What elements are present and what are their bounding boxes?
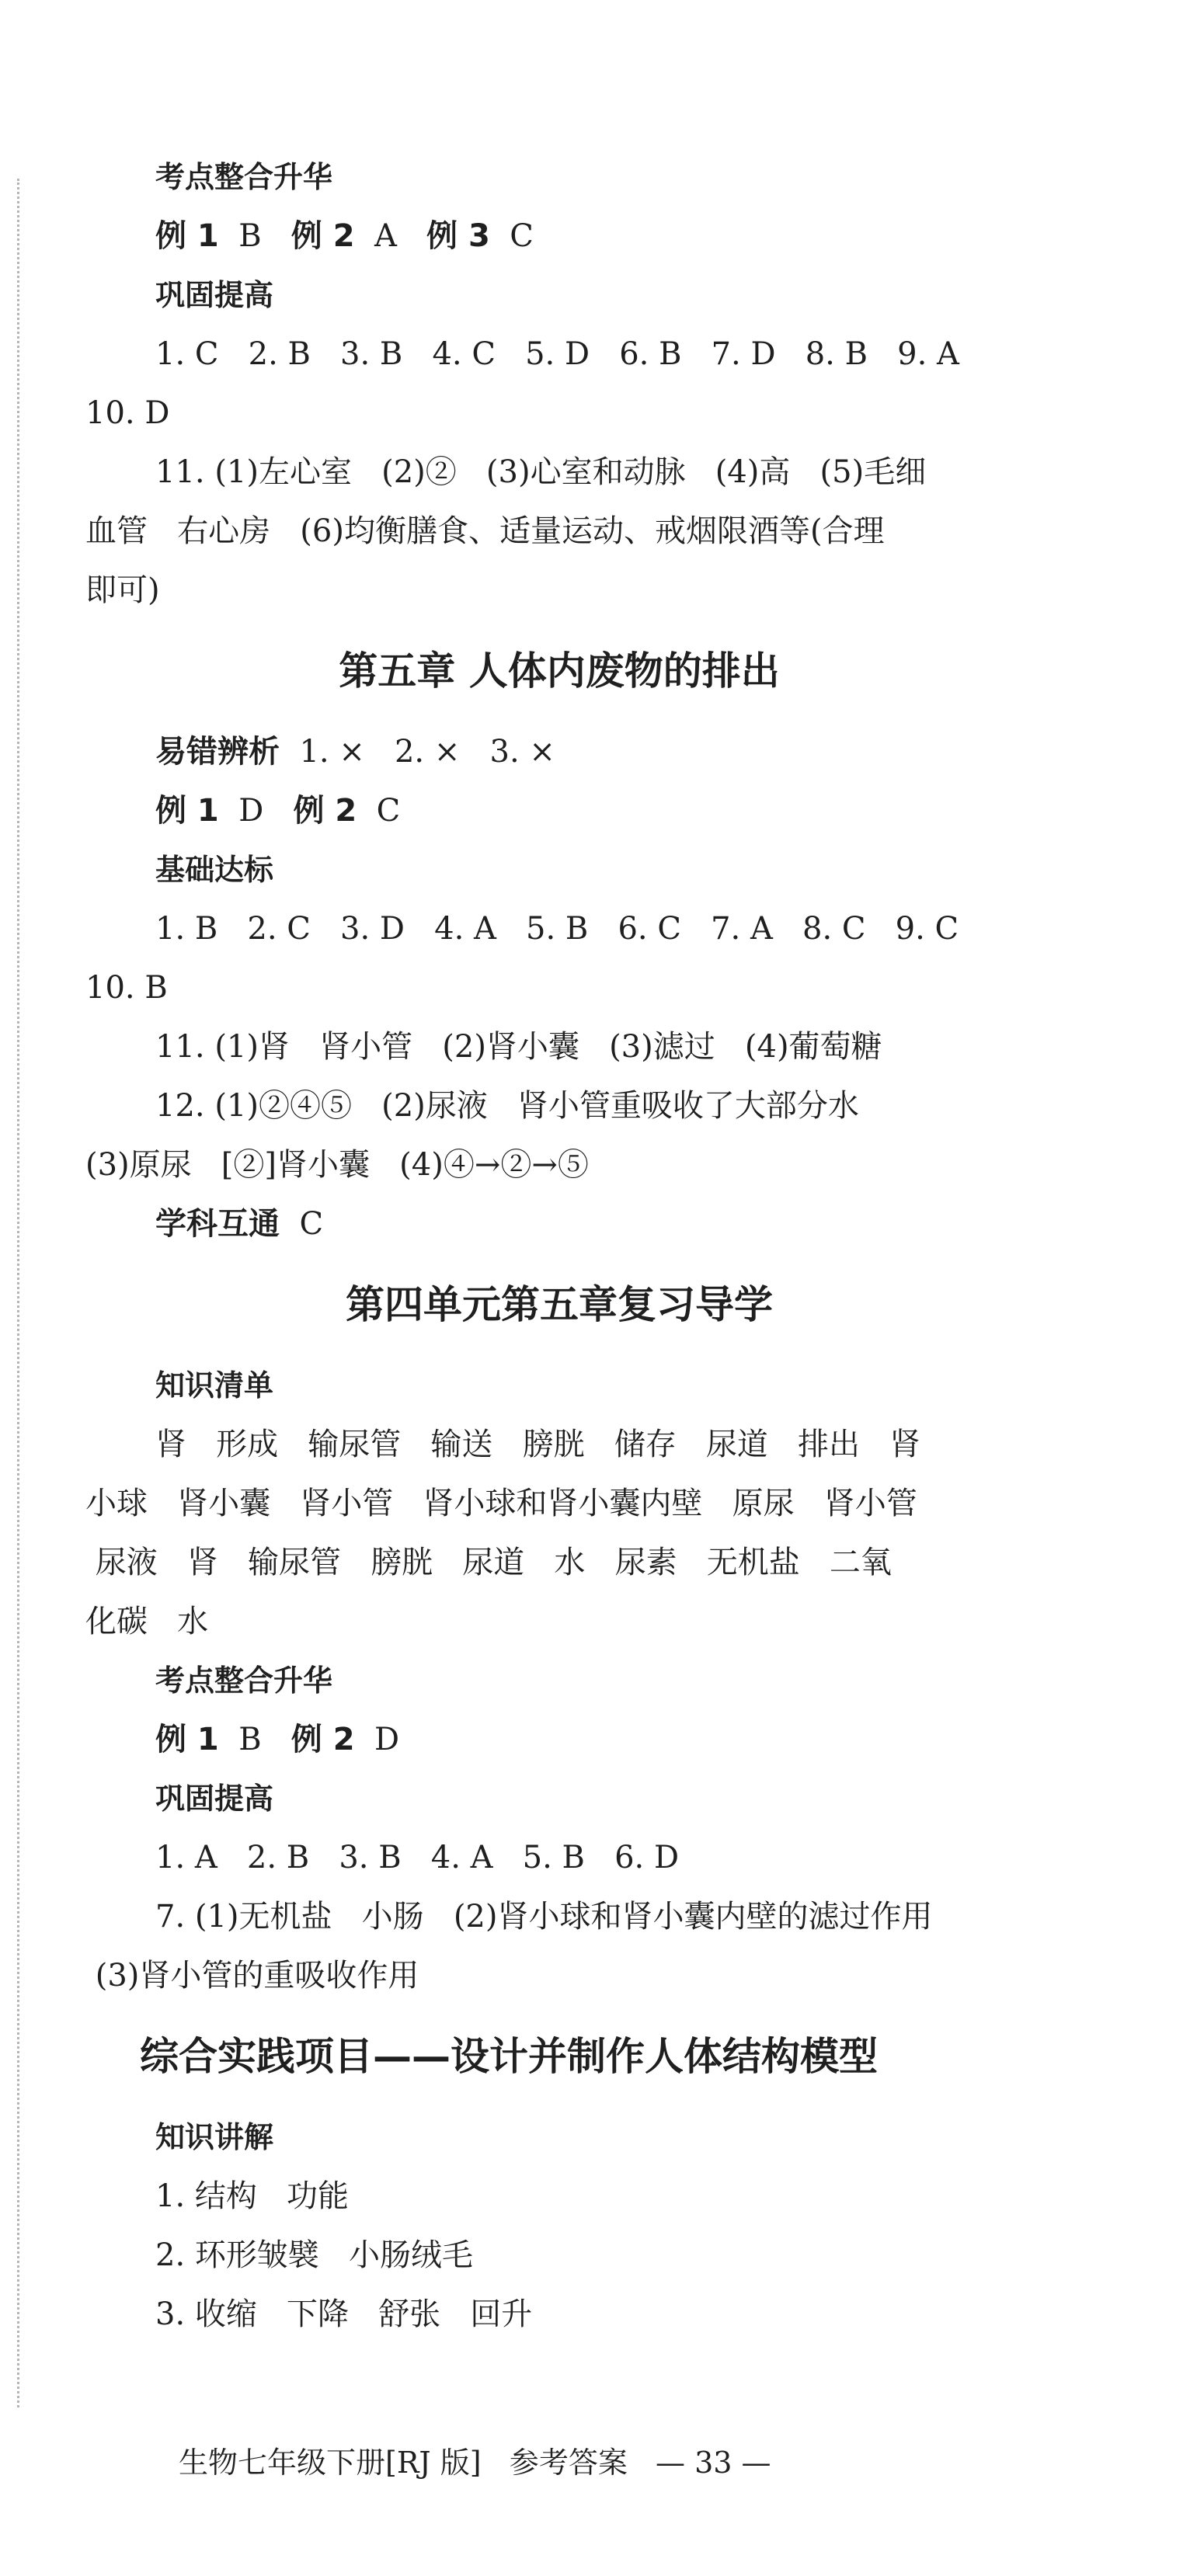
example-label: 例 1 — [155, 1722, 219, 1757]
section-heading-integration: 考点整合升华 — [155, 160, 333, 194]
answers-line: 1. C 2. B 3. B 4. C 5. D 6. B 7. D 8. B 9. A — [155, 336, 959, 372]
example-label: 例 2 — [291, 1722, 355, 1757]
example-label: 例 2 — [291, 218, 355, 254]
knowledge-line: 尿液 肾 输尿管 膀胱 尿道 水 尿素 无机盐 二氧 — [85, 1545, 892, 1580]
cross-subject-line — [85, 1194, 1033, 1253]
answer-content — [85, 148, 1033, 2344]
example-answer: B — [238, 218, 262, 254]
answers-line: 10. B — [85, 970, 168, 1006]
section-heading-basic: 基础达标 — [155, 853, 274, 887]
error-analysis-label: 易错辨析 — [155, 734, 280, 770]
examples-line — [85, 207, 1033, 266]
cross-subject-label: 学科互通 — [155, 1206, 280, 1242]
section-heading-integration: 考点整合升华 — [155, 1663, 333, 1698]
examples-line — [85, 781, 1033, 840]
question-7-line: (3)肾小管的重吸收作用 — [85, 1958, 419, 1994]
question-11-line: 血管 右心房 (6)均衡膳食、适量运动、戒烟限酒等(合理 — [85, 513, 885, 549]
explain-item: 3. 收缩 下降 舒张 回升 — [155, 2296, 533, 2332]
answers-line: 1. A 2. B 3. B 4. A 5. B 6. D — [155, 1840, 680, 1876]
question-12-line: (3)原尿 [②]肾小囊 (4)④→②→⑤ — [85, 1147, 589, 1183]
question-7-line: 7. (1)无机盐 小肠 (2)肾小球和肾小囊内壁的滤过作用 — [155, 1899, 933, 1935]
example-answer: D — [374, 1722, 400, 1757]
example-answer: B — [238, 1722, 262, 1757]
knowledge-line: 小球 肾小囊 肾小管 肾小球和肾小囊内壁 原尿 肾小管 — [85, 1486, 917, 1521]
explain-item: 1. 结构 功能 — [155, 2178, 350, 2214]
question-11-line: 即可) — [85, 572, 160, 608]
project-title: 综合实践项目——设计并制作人体结构模型 — [140, 2034, 878, 2079]
margin-dotted-line — [17, 179, 19, 2407]
example-answer: C — [510, 218, 534, 254]
section-heading-practice: 巩固提高 — [155, 278, 274, 312]
page-footer: 生物七年级下册[RJ 版] 参考答案 — 33 — — [179, 2446, 771, 2480]
example-label: 例 3 — [426, 218, 490, 254]
explain-item: 2. 环形皱襞 小肠绒毛 — [155, 2237, 474, 2273]
answers-line: 1. B 2. C 3. D 4. A 5. B 6. C 7. A 8. C 9. C — [155, 911, 959, 947]
question-11-line: 11. (1)左心室 (2)② (3)心室和动脉 (4)高 (5)毛细 — [155, 454, 927, 490]
error-analysis-line — [85, 722, 1033, 781]
section-heading-knowledge: 知识清单 — [155, 1368, 274, 1403]
question-11-line: 11. (1)肾 肾小管 (2)肾小囊 (3)滤过 (4)葡萄糖 — [155, 1029, 882, 1065]
example-label: 例 1 — [155, 793, 219, 829]
example-label: 例 1 — [155, 218, 219, 254]
question-12-line: 12. (1)②④⑤ (2)尿液 肾小管重吸收了大部分水 — [155, 1088, 859, 1124]
examples-line — [85, 1710, 1033, 1769]
example-answer: C — [376, 793, 401, 829]
example-answer: D — [238, 793, 264, 829]
example-label: 例 2 — [293, 793, 357, 829]
section-heading-practice: 巩固提高 — [155, 1782, 274, 1816]
chapter-title: 第五章 人体内废物的排出 — [339, 648, 780, 694]
knowledge-line: 肾 形成 输尿管 输送 膀胱 储存 尿道 排出 肾 — [155, 1427, 921, 1462]
knowledge-line: 化碳 水 — [85, 1604, 209, 1639]
error-analysis-answers: 1. × 2. × 3. × — [299, 734, 555, 770]
section-heading-explain: 知识讲解 — [155, 2120, 274, 2154]
example-answer: A — [374, 218, 397, 254]
answers-line: 10. D — [85, 395, 170, 431]
cross-subject-answer: C — [299, 1206, 324, 1242]
review-title: 第四单元第五章复习导学 — [346, 1282, 773, 1327]
